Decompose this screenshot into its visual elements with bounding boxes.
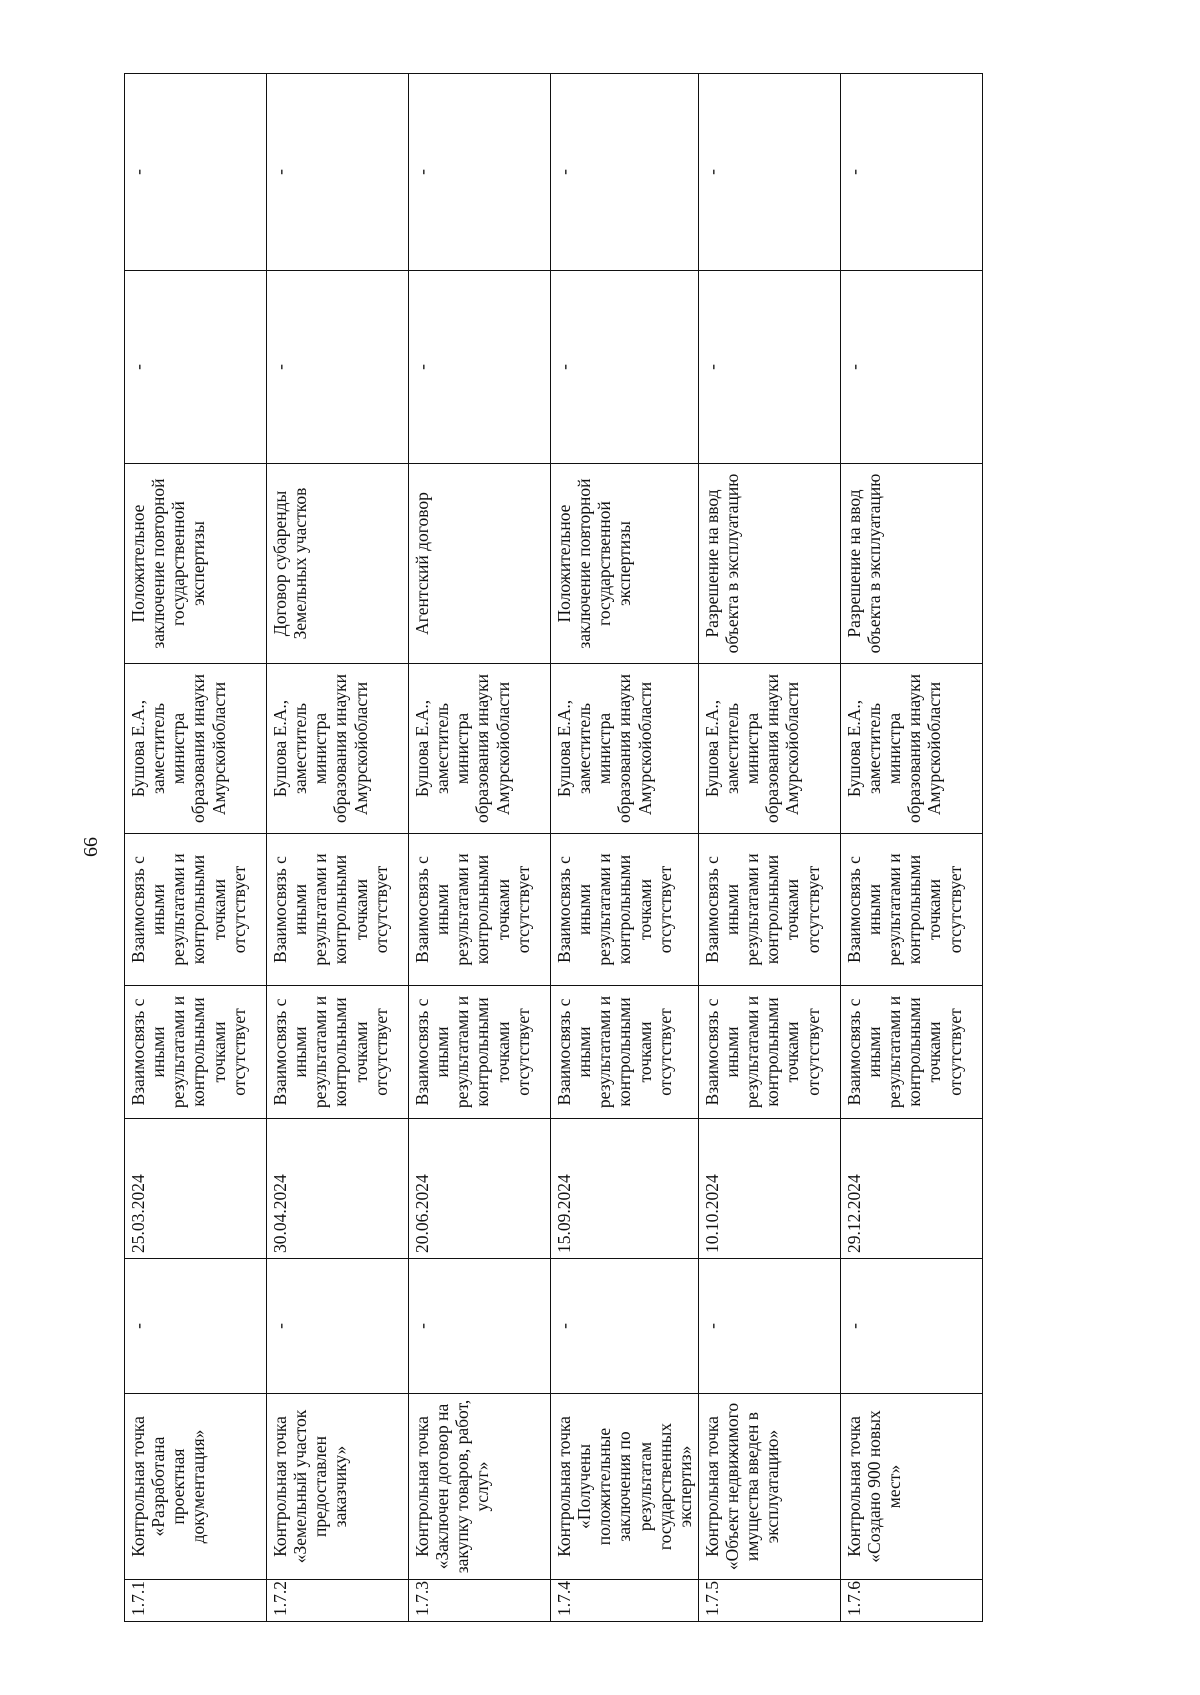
table-body xyxy=(125,74,983,1622)
control-points-table xyxy=(124,73,983,1622)
control-point-name: Контрольная точка «Разработана проектная документация» xyxy=(125,1394,267,1580)
link-next: Взаимосвязь с иными результатами и контрольными точками отсутствует xyxy=(125,834,267,986)
row-number: 1.7.1 xyxy=(125,1580,267,1622)
base-value: - xyxy=(840,1259,982,1394)
control-point-name: Контрольная точка «Заключен договор на закупку товаров, работ, услуг» xyxy=(409,1394,551,1580)
table-row xyxy=(551,74,699,1622)
base-value: - xyxy=(267,1259,409,1394)
extra-column-9: - xyxy=(125,271,267,464)
base-value: - xyxy=(551,1259,699,1394)
confirming-document: Разрешение на ввод объекта в эксплуатацию xyxy=(840,464,982,664)
row-number: 1.7.5 xyxy=(698,1580,840,1622)
row-number: 1.7.3 xyxy=(409,1580,551,1622)
link-next: Взаимосвязь с иными результатами и контрольными точками отсутствует xyxy=(840,834,982,986)
extra-column-9: - xyxy=(267,271,409,464)
confirming-document: Положительное заключение повторной государственной экспертизы xyxy=(551,464,699,664)
link-previous: Взаимосвязь с иными результатами и контрольными точками отсутствует xyxy=(267,986,409,1119)
extra-column-10: - xyxy=(125,74,267,271)
responsible-person: Бушова Е.А., заместитель министра образования инауки Амурскойобласти xyxy=(698,664,840,834)
link-next: Взаимосвязь с иными результатами и контрольными точками отсутствует xyxy=(698,834,840,986)
control-point-name: Контрольная точка «Создано 900 новых мест» xyxy=(840,1394,982,1580)
row-number: 1.7.6 xyxy=(840,1580,982,1622)
table-row xyxy=(840,74,982,1622)
link-previous: Взаимосвязь с иными результатами и контрольными точками отсутствует xyxy=(409,986,551,1119)
due-date: 20.06.2024 xyxy=(409,1119,551,1259)
confirming-document: Агентский договор xyxy=(409,464,551,664)
extra-column-10: - xyxy=(840,74,982,271)
link-next: Взаимосвязь с иными результатами и контрольными точками отсутствует xyxy=(409,834,551,986)
extra-column-10: - xyxy=(409,74,551,271)
extra-column-9: - xyxy=(551,271,699,464)
link-previous: Взаимосвязь с иными результатами и контрольными точками отсутствует xyxy=(125,986,267,1119)
responsible-person: Бушова Е.А., заместитель министра образования инауки Амурскойобласти xyxy=(267,664,409,834)
extra-column-10: - xyxy=(698,74,840,271)
responsible-person: Бушова Е.А., заместитель министра образования инауки Амурскойобласти xyxy=(551,664,699,834)
link-next: Взаимосвязь с иными результатами и контрольными точками отсутствует xyxy=(551,834,699,986)
table-row xyxy=(267,74,409,1622)
extra-column-9: - xyxy=(698,271,840,464)
due-date: 15.09.2024 xyxy=(551,1119,699,1259)
rotated-table-frame xyxy=(124,74,965,1622)
table-row xyxy=(698,74,840,1622)
link-next: Взаимосвязь с иными результатами и контрольными точками отсутствует xyxy=(267,834,409,986)
table-row xyxy=(409,74,551,1622)
due-date: 25.03.2024 xyxy=(125,1119,267,1259)
confirming-document: Разрешение на ввод объекта в эксплуатацию xyxy=(698,464,840,664)
link-previous: Взаимосвязь с иными результатами и контрольными точками отсутствует xyxy=(840,986,982,1119)
responsible-person: Бушова Е.А., заместитель министра образования инауки Амурскойобласти xyxy=(125,664,267,834)
confirming-document: Положительное заключение повторной государственной экспертизы xyxy=(125,464,267,664)
control-point-name: Контрольная точка «Земельный участок предоставлен заказчику» xyxy=(267,1394,409,1580)
base-value: - xyxy=(698,1259,840,1394)
extra-column-10: - xyxy=(551,74,699,271)
control-point-name: Контрольная точка «Объект недвижимого имущества введен в эксплуатацию» xyxy=(698,1394,840,1580)
row-number: 1.7.2 xyxy=(267,1580,409,1622)
extra-column-9: - xyxy=(409,271,551,464)
responsible-person: Бушова Е.А., заместитель министра образования инауки Амурскойобласти xyxy=(840,664,982,834)
page-number: 66 xyxy=(79,837,102,857)
extra-column-10: - xyxy=(267,74,409,271)
link-previous: Взаимосвязь с иными результатами и контрольными точками отсутствует xyxy=(551,986,699,1119)
extra-column-9: - xyxy=(840,271,982,464)
base-value: - xyxy=(409,1259,551,1394)
due-date: 29.12.2024 xyxy=(840,1119,982,1259)
confirming-document: Договор субаренды Земельных участков xyxy=(267,464,409,664)
base-value: - xyxy=(125,1259,267,1394)
due-date: 10.10.2024 xyxy=(698,1119,840,1259)
responsible-person: Бушова Е.А., заместитель министра образования инауки Амурскойобласти xyxy=(409,664,551,834)
link-previous: Взаимосвязь с иными результатами и контрольными точками отсутствует xyxy=(698,986,840,1119)
table-row xyxy=(125,74,267,1622)
due-date: 30.04.2024 xyxy=(267,1119,409,1259)
row-number: 1.7.4 xyxy=(551,1580,699,1622)
control-point-name: Контрольная точка «Получены положительные заключения по результатам государственных экспертиз» xyxy=(551,1394,699,1580)
